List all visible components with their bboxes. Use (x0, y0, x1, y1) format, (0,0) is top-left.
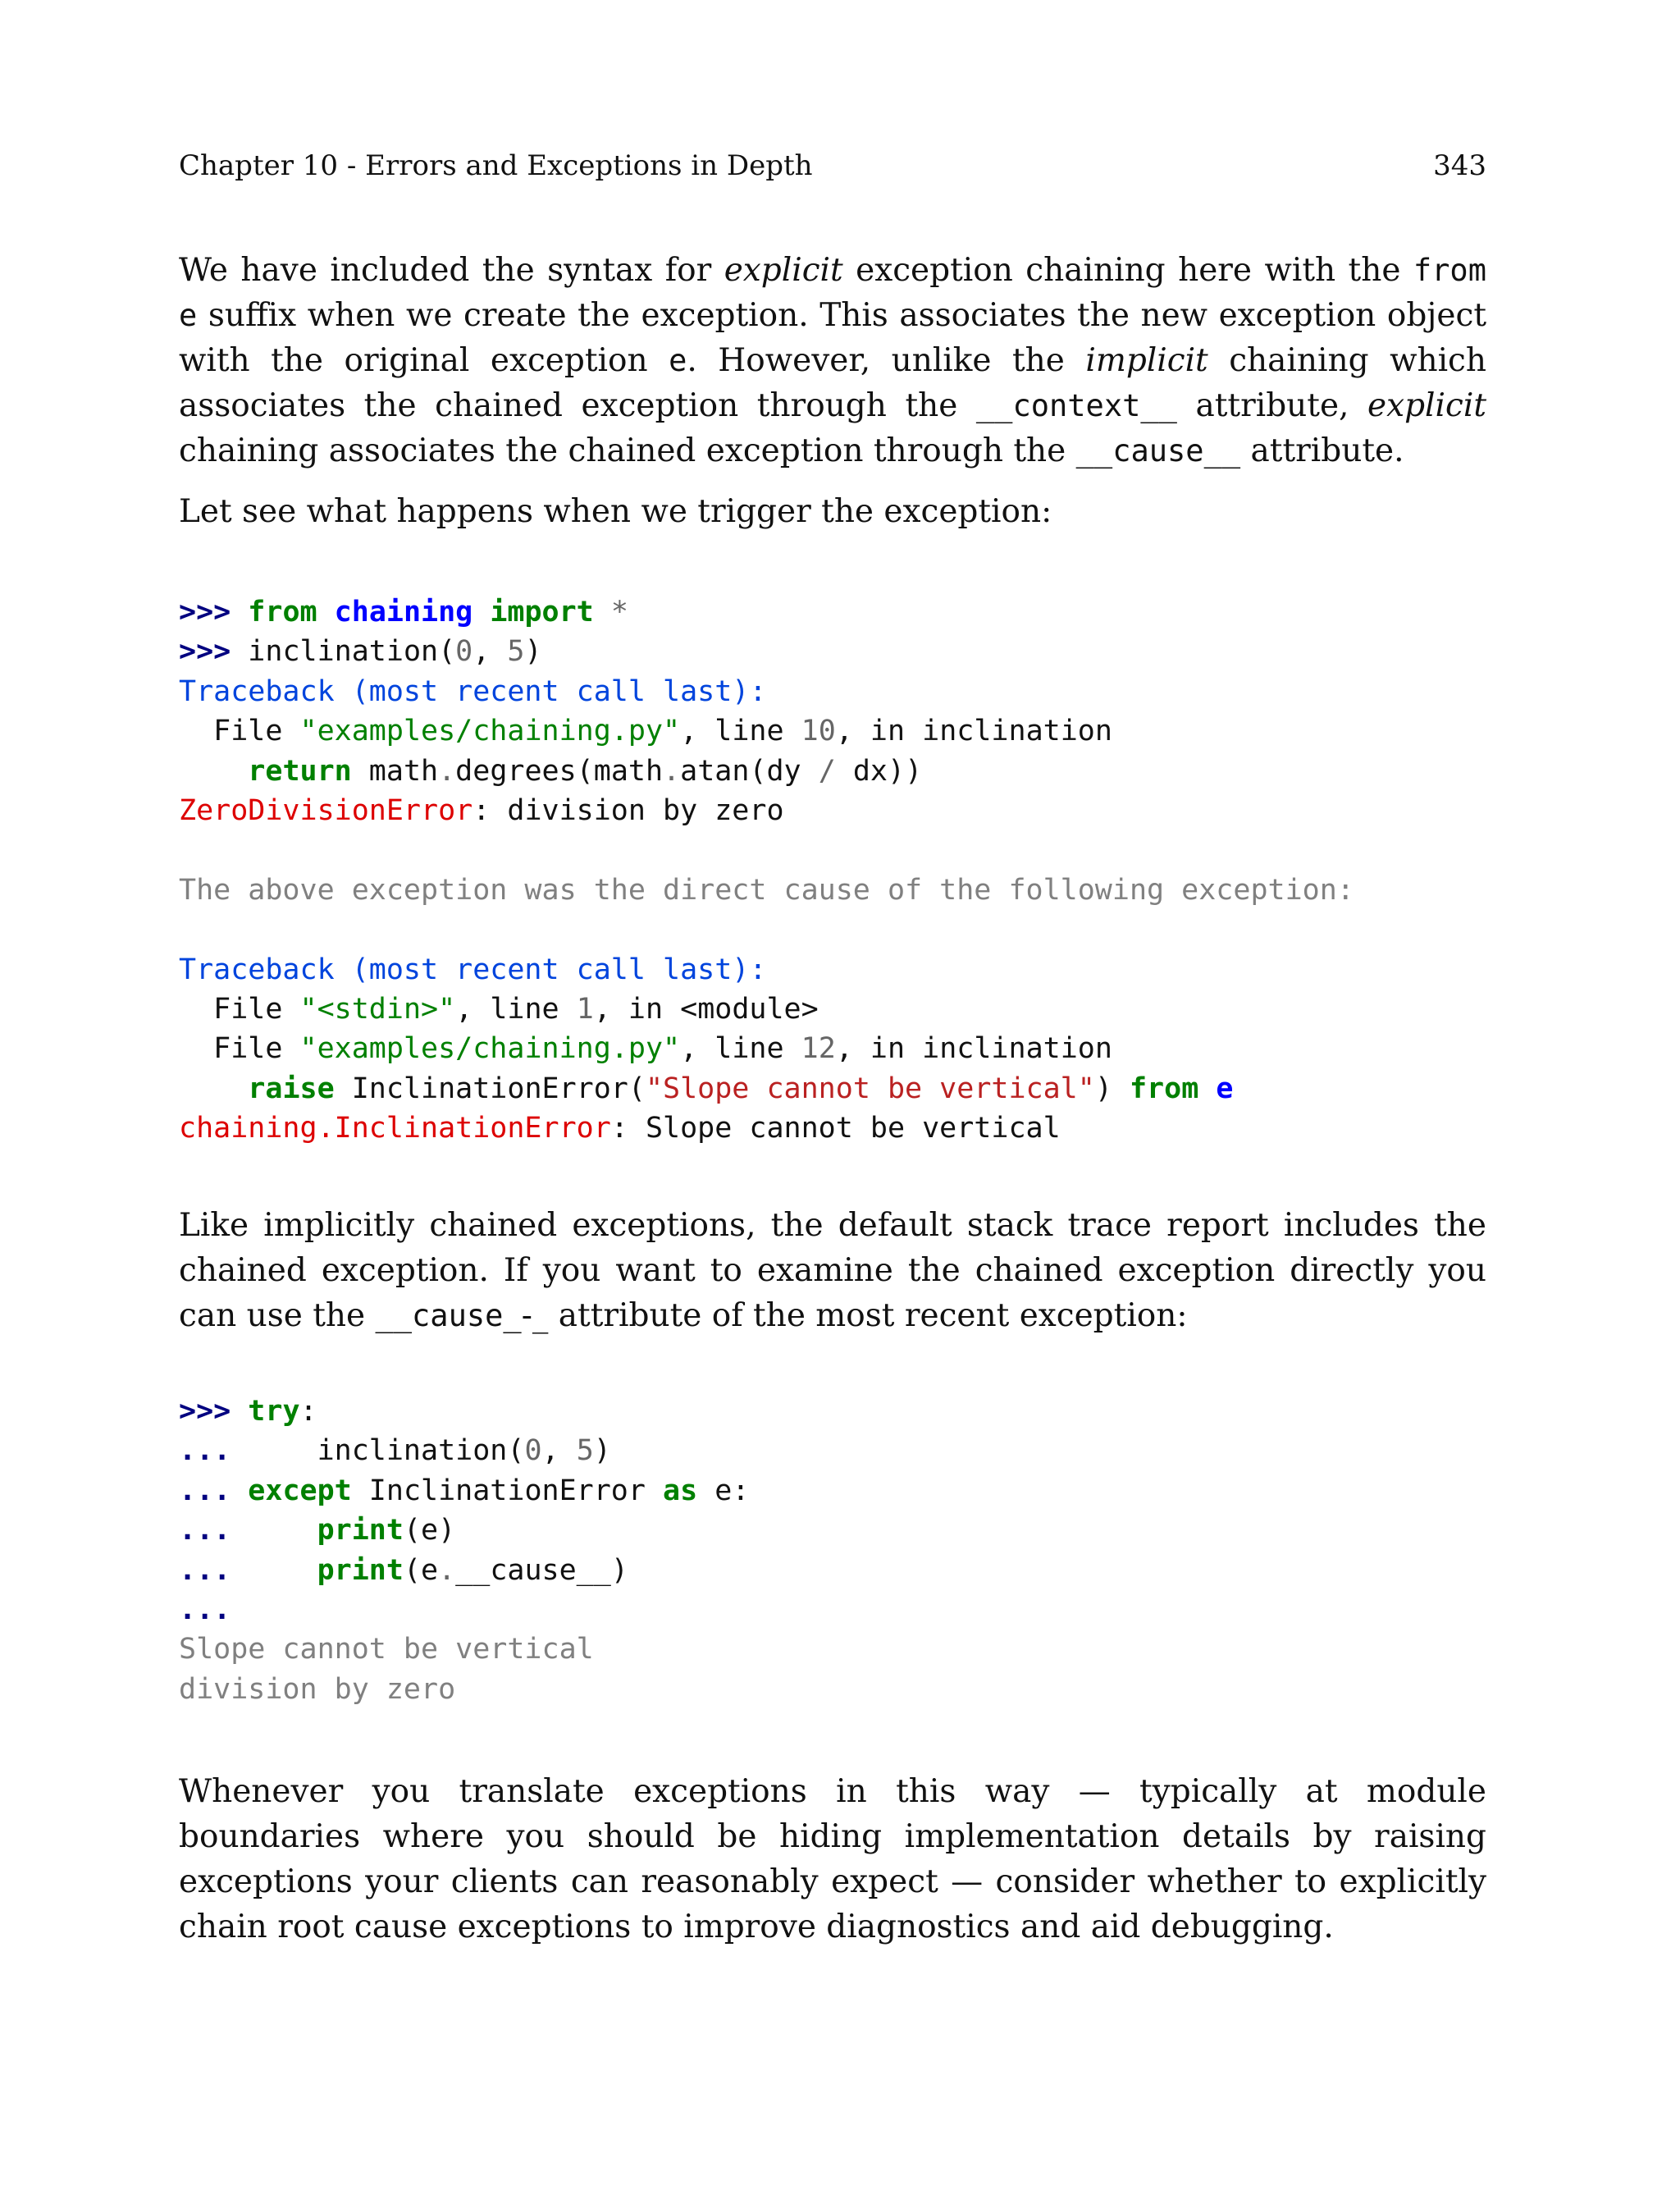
code-token: , (541, 1434, 577, 1468)
inline-code: __context__ (975, 388, 1177, 423)
code-line (179, 711, 1486, 751)
code-token: "Slope cannot be vertical" (645, 1072, 1095, 1105)
code-token (472, 596, 490, 629)
code-line (179, 1069, 1486, 1108)
code-token: File (179, 992, 300, 1026)
emphasis-text: implicit (1085, 342, 1208, 379)
text-segment: chaining which associates the chained exception through the (179, 342, 1487, 424)
text-segment: chaining associates the chained exception through the (179, 432, 1076, 469)
code-token: ) (1094, 1072, 1130, 1105)
text-segment: suffix when we create the exception. This associates the new exception object with the original exception (179, 297, 1486, 379)
code-token: from (1129, 1072, 1199, 1105)
text-segment: exception chaining here with the (842, 252, 1413, 289)
paragraph-explicit-chaining (179, 248, 1486, 473)
inline-code: e (669, 343, 687, 378)
code-token: , in <module> (593, 992, 819, 1026)
code-token: >>> (179, 1395, 249, 1428)
code-token: dx)) (835, 754, 923, 788)
code-token: 0 (455, 635, 473, 669)
code-token: >>> (179, 635, 249, 669)
code-line (179, 950, 1486, 990)
code-token: ... (179, 1514, 317, 1547)
code-token: ... (179, 1434, 317, 1468)
code-block-traceback (179, 592, 1486, 1148)
code-token: e (1216, 1072, 1234, 1105)
code-token: / (818, 754, 836, 788)
inline-code: from e (179, 253, 1486, 333)
code-token (1198, 1072, 1216, 1105)
code-token: "examples/chaining.py" (299, 1032, 681, 1066)
code-line (179, 830, 1486, 870)
code-token: 0 (524, 1434, 542, 1468)
code-token: ZeroDivisionError (179, 793, 473, 827)
paragraph-trigger-intro (179, 489, 1486, 534)
code-line (179, 1392, 1486, 1431)
paragraph-conclusion (179, 1769, 1486, 1950)
code-token: Traceback (most recent call last): (179, 674, 767, 708)
code-token: , line (455, 992, 577, 1026)
code-token: 10 (801, 715, 836, 748)
text-segment: We have included the syntax for (179, 252, 724, 289)
code-line (179, 791, 1486, 830)
code-token: inclination( (248, 635, 456, 669)
code-token: , line (680, 1032, 801, 1066)
code-token: atan(dy (680, 754, 819, 788)
code-token: math (351, 754, 439, 788)
paragraph-cause-attribute (179, 1203, 1486, 1338)
code-token: . (663, 754, 681, 788)
code-token: 12 (801, 1032, 836, 1066)
code-token: as (663, 1474, 698, 1507)
emphasis-text: explicit (724, 252, 843, 289)
page-number: 343 (1433, 149, 1486, 182)
code-token: The above exception was the direct cause of the following exception: (179, 873, 1354, 907)
code-token: , in inclination (835, 1032, 1112, 1066)
code-token: >>> (179, 596, 249, 629)
code-token: division by zero (179, 1672, 456, 1706)
code-line (179, 871, 1486, 910)
code-token: (e) (403, 1514, 456, 1547)
code-line (179, 1551, 1486, 1590)
code-token: "examples/chaining.py" (299, 715, 681, 748)
code-token: . (438, 1553, 456, 1587)
text-segment: Let see what happens when we trigger the exception: (179, 493, 1052, 530)
code-token: ) (593, 1434, 611, 1468)
code-token: , line (680, 715, 801, 748)
code-token: chaining.InclinationError (179, 1112, 611, 1145)
code-token: Traceback (most recent call last): (179, 953, 767, 986)
chapter-title: Chapter 10 - Errors and Exceptions in Depth (179, 149, 813, 182)
code-line (179, 1511, 1486, 1550)
code-token: inclination( (317, 1434, 525, 1468)
inline-code: __cause__ (1075, 433, 1241, 469)
running-header (179, 146, 1486, 185)
code-token: __cause__) (455, 1553, 628, 1587)
code-token: e: (697, 1474, 750, 1507)
code-token: degrees(math (455, 754, 664, 788)
text-segment: attribute. (1240, 432, 1404, 469)
code-token: from (248, 596, 317, 629)
inline-code: __cause_ (375, 1298, 522, 1333)
code-token: 1 (576, 992, 594, 1026)
text-segment: attribute, (1176, 387, 1368, 424)
code-token: File (179, 715, 300, 748)
code-line (179, 910, 1486, 949)
code-token (317, 596, 335, 629)
code-token: , in inclination (835, 715, 1112, 748)
code-block-try-except (179, 1392, 1486, 1709)
code-line (179, 990, 1486, 1029)
code-line (179, 1029, 1486, 1068)
code-token: , (472, 635, 508, 669)
code-token (594, 596, 611, 629)
code-token: "<stdin>" (299, 992, 456, 1026)
code-token: return (248, 754, 352, 788)
code-token (179, 1072, 248, 1105)
code-line (179, 1108, 1486, 1148)
code-token: try (248, 1395, 300, 1428)
code-token: print (317, 1514, 404, 1547)
code-token: . (438, 754, 456, 788)
text-segment: Whenever you translate exceptions in this way — typically at module boundaries where you should be hiding implementation details by raising exceptions your clients can reasonably expect — consider whether to explicitly chain root cause exceptions to improve diagnostics and aid debugging. (179, 1773, 1486, 1945)
code-token: import (490, 596, 594, 629)
code-token: ... (179, 1553, 317, 1587)
code-token: print (317, 1553, 404, 1587)
text-segment: attribute of the most recent exception: (548, 1297, 1188, 1334)
code-line (179, 1630, 1486, 1669)
text-segment: _ (532, 1297, 549, 1334)
code-token: InclinationError( (334, 1072, 646, 1105)
code-token: ... (179, 1474, 249, 1507)
code-line (179, 1670, 1486, 1709)
code-line (179, 1590, 1486, 1630)
text-segment: . However, unlike the (687, 342, 1086, 379)
code-line (179, 1431, 1486, 1470)
code-token: raise (248, 1072, 335, 1105)
code-line (179, 1471, 1486, 1511)
code-token: ) (524, 635, 542, 669)
code-token: : Slope cannot be vertical (610, 1112, 1061, 1145)
code-token: except (248, 1474, 352, 1507)
code-line (179, 592, 1486, 632)
code-token: * (610, 596, 628, 629)
code-token (179, 755, 248, 788)
code-token: InclinationError (351, 1474, 664, 1507)
code-token: : division by zero (472, 793, 784, 827)
code-token: : (299, 1395, 317, 1428)
emphasis-text: explicit (1367, 387, 1486, 424)
text-segment: - (521, 1297, 532, 1334)
code-token: Slope cannot be vertical (179, 1633, 594, 1666)
code-token: (e (403, 1553, 439, 1587)
code-token: chaining (334, 596, 473, 629)
code-token: 5 (576, 1434, 594, 1468)
code-token: File (179, 1032, 300, 1066)
code-line (179, 752, 1486, 791)
code-token: ... (179, 1593, 231, 1626)
code-line (179, 672, 1486, 711)
code-token: 5 (507, 635, 525, 669)
code-line (179, 632, 1486, 671)
text-segment: Like implicitly chained exceptions, the default stack trace report includes the chained exception. If you want to examine the chained exception directly you can use the (179, 1207, 1486, 1334)
